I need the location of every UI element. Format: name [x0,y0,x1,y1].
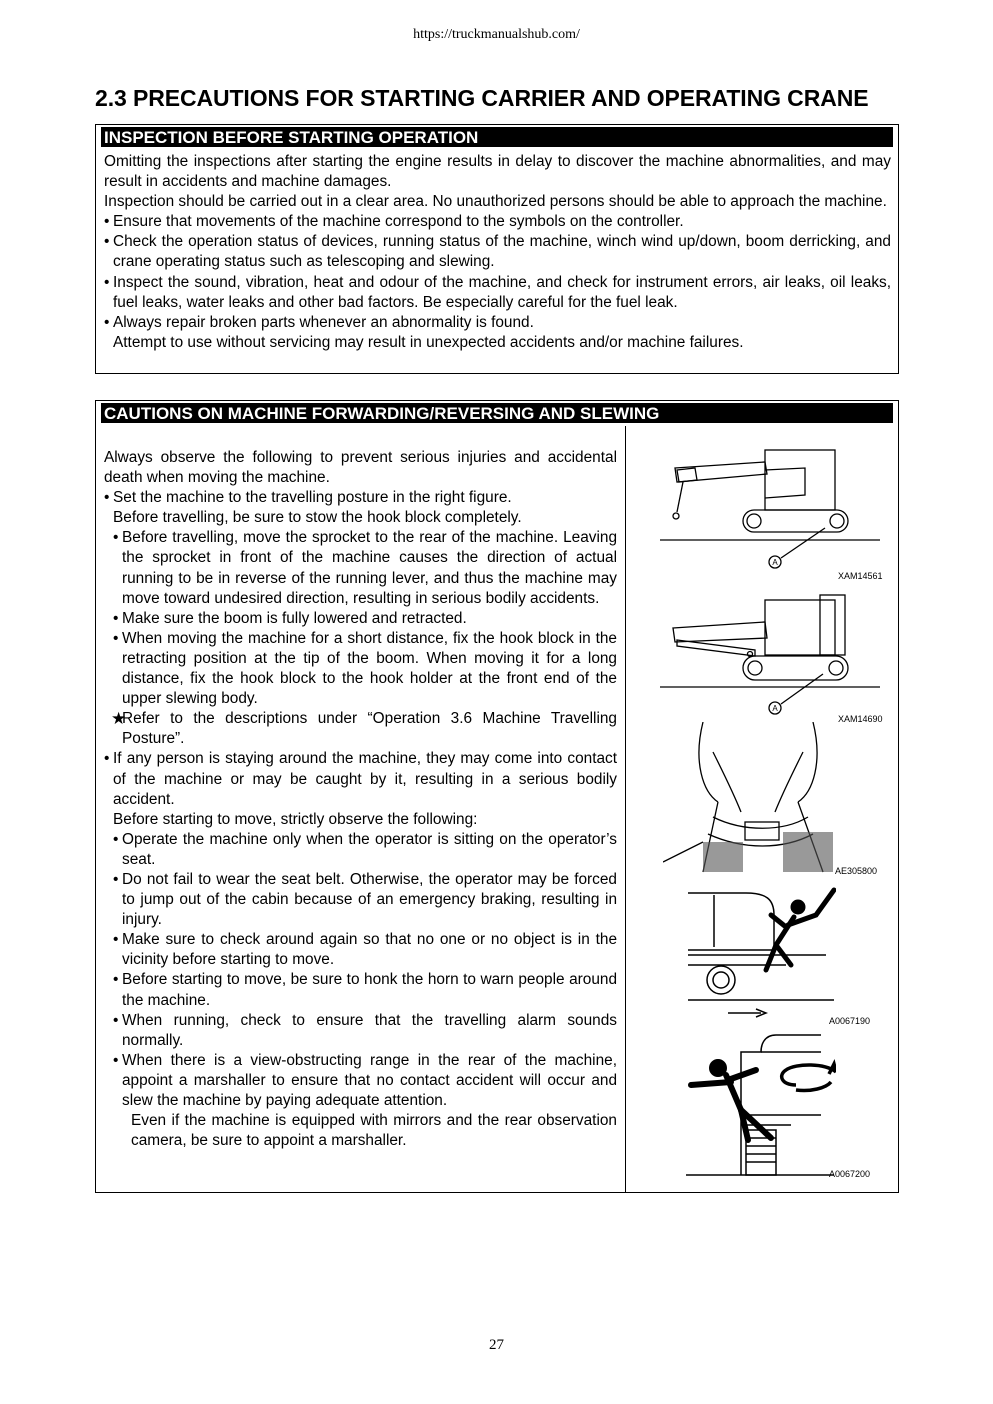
bullet: • [113,931,119,949]
section-heading: INSPECTION BEFORE STARTING OPERATION [101,127,893,147]
note-text: Refer to the descriptions under “Operation 3.6 Machine Travelling Posture”. [122,710,617,748]
list-item-text: When there is a view-obstructing range in the rear of the machine, appoint a marshaller to ensure that no contact accident will occur and slew the machine by paying adequate attention. [122,1051,617,1109]
paragraph: Omitting the inspections after starting the engine results in delay to discover the machine abnormalities, and may result in accidents and machine damages. [104,153,891,191]
list-item-continuation: Before travelling, be sure to stow the hook block completely. [113,509,522,527]
list-item-text: Do not fail to wear the seat belt. Otherwise, the operator may be forced to jump out of the cabin because of an emergency braking, resulting in injury. [122,870,617,929]
bullet: • [104,273,110,291]
section-heading: CAUTIONS ON MACHINE FORWARDING/REVERSING AND SLEWING [101,403,893,423]
page-number: 27 [489,1337,504,1353]
sub-list-item [104,930,617,970]
bullet: • [113,870,119,888]
figure-code: A0067200 [829,1169,871,1179]
bullet: • [113,1051,119,1069]
list-item-text: Before travelling, move the sprocket to the rear of the machine. Leaving the sprocket in front of the machine causes the direction of actual running to be in reverse of the running lever, and thus the machine may move toward undesired direction, resulting in serious bodily accidents. [122,529,617,607]
sub-list-item [104,629,617,709]
sub-list-item [104,528,617,608]
list-item-text: Operate the machine only when the operator is sitting on the operator’s seat. [122,830,617,868]
list-item [104,273,891,313]
list-item-text: Make sure the boom is fully lowered and retracted. [122,609,467,627]
list-item-text: If any person is staying around the machine, they may come into contact of the machine or may be caught by it, resulting in a serious bodily accident. [113,750,617,808]
bullet: • [104,489,110,507]
paragraph: Inspection should be carried out in a clear area. No unauthorized persons should be able to approach the machine. [104,193,887,211]
page-title: 2.3 PRECAUTIONS FOR STARTING CARRIER AND OPERATING CRANE [95,85,869,111]
bullet: • [113,629,119,647]
source-url: https://truckmanualshub.com/ [413,27,580,42]
cautions-body [104,448,617,1151]
list-item-text: Always repair broken parts whenever an abnormality is found. [113,313,534,331]
list-item-continuation: Even if the machine is equipped with mirrors and the rear observation camera, be sure to appoint a marshaller. [131,1112,617,1150]
reference-note [104,709,617,749]
list-item [104,488,617,508]
callout-marker: A [772,558,778,567]
list-item-text: Set the machine to the travelling posture in the right figure. [113,489,512,507]
figure-code: XAM14690 [838,714,883,724]
marshaller-slewing-figure [686,1030,836,1180]
operator-thrown-figure [686,885,836,1020]
star-icon: ★ [111,709,127,729]
list-item [104,232,891,272]
list-item-text: Make sure to check around again so that no one or no object is in the vicinity before starting to move. [122,931,617,969]
crane-travel-posture-figure-1 [655,440,885,585]
sub-list-item [104,830,617,870]
bullet: • [104,750,110,768]
list-item-text: When running, check to ensure that the travelling alarm sounds normally. [122,1011,617,1049]
bullet: • [113,609,119,627]
list-item-continuation: Before starting to move, strictly observe the following: [113,810,478,828]
sub-list-item [104,1011,617,1051]
bullet: • [113,529,119,547]
figure-code: AE305800 [835,866,878,876]
list-item [104,313,891,333]
figure-code: A0067190 [829,1016,871,1026]
figure-code: XAM14561 [838,571,883,581]
seat-belt-figure [663,722,883,874]
crane-travel-posture-figure-2 [655,590,885,725]
inspection-body [104,152,891,353]
list-item-continuation: Attempt to use without servicing may result in unexpected accidents and/or machine failures. [113,333,744,351]
bullet: • [113,1011,119,1029]
sub-list-item [104,970,617,1010]
bullet: • [104,233,110,251]
bullet: • [113,830,119,848]
sub-list-item [104,870,617,930]
list-item-text: When moving the machine for a short distance, fix the hook block in the retracting position at the tip of the boom. When moving it for a long distance, fix the hook block to the hook holder at the front end of the upper slewing body. [122,629,617,708]
list-item [104,212,891,232]
list-item [104,749,617,809]
paragraph: Always observe the following to prevent serious injuries and accidental death when moving the machine. [104,449,617,487]
sub-list-item [104,1051,617,1111]
bullet: • [113,971,119,989]
sub-list-item [104,609,617,629]
callout-marker: A [772,704,778,713]
list-item-text: Inspect the sound, vibration, heat and odour of the machine, and check for instrument errors, air leaks, oil leaks, fuel leaks, water leaks and other bad factors. Be especially careful for the fuel leak. [113,273,891,311]
bullet: • [104,213,110,231]
column-divider [625,426,626,1192]
bullet: • [104,313,110,331]
inspection-section [95,124,899,374]
list-item-text: Ensure that movements of the machine correspond to the symbols on the controller. [113,213,684,231]
list-item-text: Before starting to move, be sure to honk the horn to warn people around the machine. [122,971,617,1009]
list-item-text: Check the operation status of devices, running status of the machine, winch wind up/down, boom derricking, and crane operating status such as telescoping and slewing. [113,233,891,271]
